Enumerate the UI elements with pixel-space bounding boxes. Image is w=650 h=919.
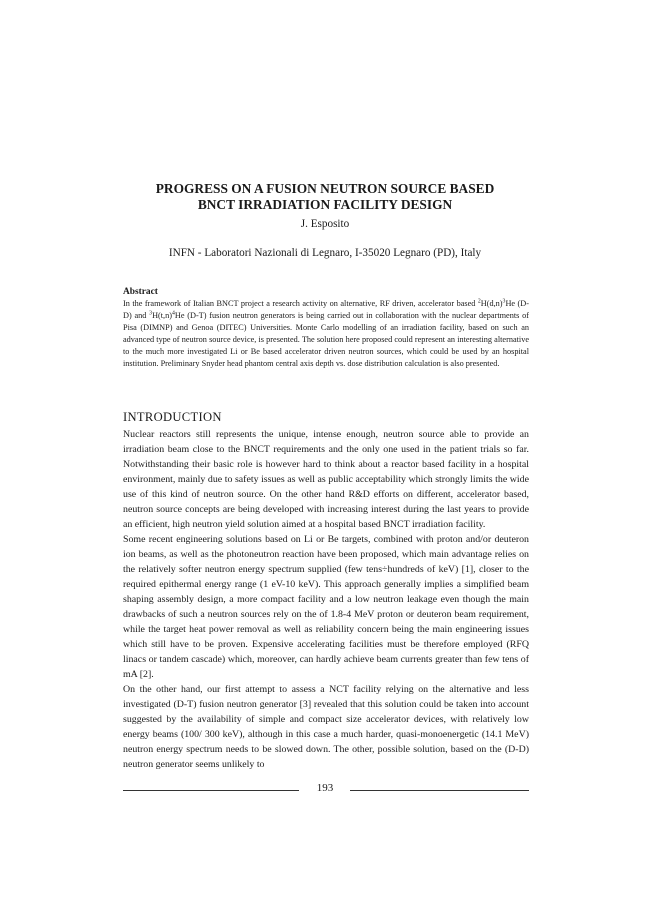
author: J. Esposito: [300, 218, 350, 230]
title-line-2: BNCT IRRADIATION FACILITY DESIGN: [197, 197, 453, 212]
abstract-heading: Abstract: [123, 287, 158, 297]
title-line-1: PROGRESS ON A FUSION NEUTRON SOURCE BASED: [155, 181, 495, 196]
introduction-heading: INTRODUCTION: [123, 410, 222, 424]
paragraph: Some recent engineering solutions based on Li or Be targets, combined with proton and/or deuteron ion beams, as well as the photoneutron reaction have been proposed, which main advantage relies on the relatively softer neutron energy spectrum supplied (few tens÷hundreds of keV) [1], closer to the required epithermal energy range (1 eV-10 keV). This approach generally implies a simplified beam shaping assembly design, a more compact facility and a low neutron leakage even though the main drawbacks of such a neutron sources rely on the of 1.8-4 MeV proton or deuteron beam requirement, while the target heat power removal as well as reliability concern being the main engineering issues which still have to be proven. Expensive accelerating facilities must be therefore employed (RFQ linacs or tandem cascade) which, moreover, can hardly achieve beam currents greater than few tens of mA [2].: [123, 534, 529, 680]
introduction-body: [123, 427, 529, 772]
paragraph: On the other hand, our first attempt to assess a NCT facility relying on the alternative and less investigated (D-T) fusion neutron generator [3] revealed that this solution could be taken into account suggested by the availability of simple and compact size accelerator devices, with relatively low energy beams (100/ 300 keV), although in this case a much harder, quasi-monoenergetic (14.1 MeV) neutron energy spectrum needs to be slowed down. The other, possible solution, based on the (D-D) neutron generator seems unlikely to: [123, 684, 529, 770]
paragraph: Nuclear reactors still represents the unique, intense enough, neutron source able to provide an irradiation beam close to the BNCT requirements and the only one used in the patient trials so far. Notwithstanding their basic role is however hard to think about a reactor based facility in a hospital environment, mainly due to safety issues as well as public acceptability which strongly limits the wide use of this kind of neutron source. On the other hand R&D efforts on different, accelerator based, neutron source concepts are being developed with increasing interest during the last years to provide an efficient, high neutron yield solution aimed at a hospital based BNCT irradiation facility.: [123, 429, 529, 530]
page-number: 193: [316, 782, 334, 794]
paper-title: [100, 181, 550, 213]
abstract-text: In the framework of Italian BNCT project a research activity on alternative, RF driven, accelerator based $^2H(d,n)^3He$ (D-D) and $^3H(t,n)^4He$ (D-T) fusion neutron generators is being carried out in collaboration with the nuclear departments of Pisa (DIMNP) and Genoa (DITEC) Universities. Monte Carlo modelling of an irradiation facility, based on such an advanced type of neutron source device, is presented. The solution here proposed could represent an interesting alternative to the much more investigated Li or Be based accelerator driven neutron sources, which could be used by an hospital institution. Preliminary Snyder head phantom central axis depth vs. dose distribution calculation is also presented.: [123, 298, 529, 368]
affiliation: INFN - Laboratori Nazionali di Legnaro, I-35020 Legnaro (PD), Italy: [168, 247, 482, 259]
footer-rule-left: [123, 790, 299, 791]
footer-rule-right: [350, 790, 529, 791]
